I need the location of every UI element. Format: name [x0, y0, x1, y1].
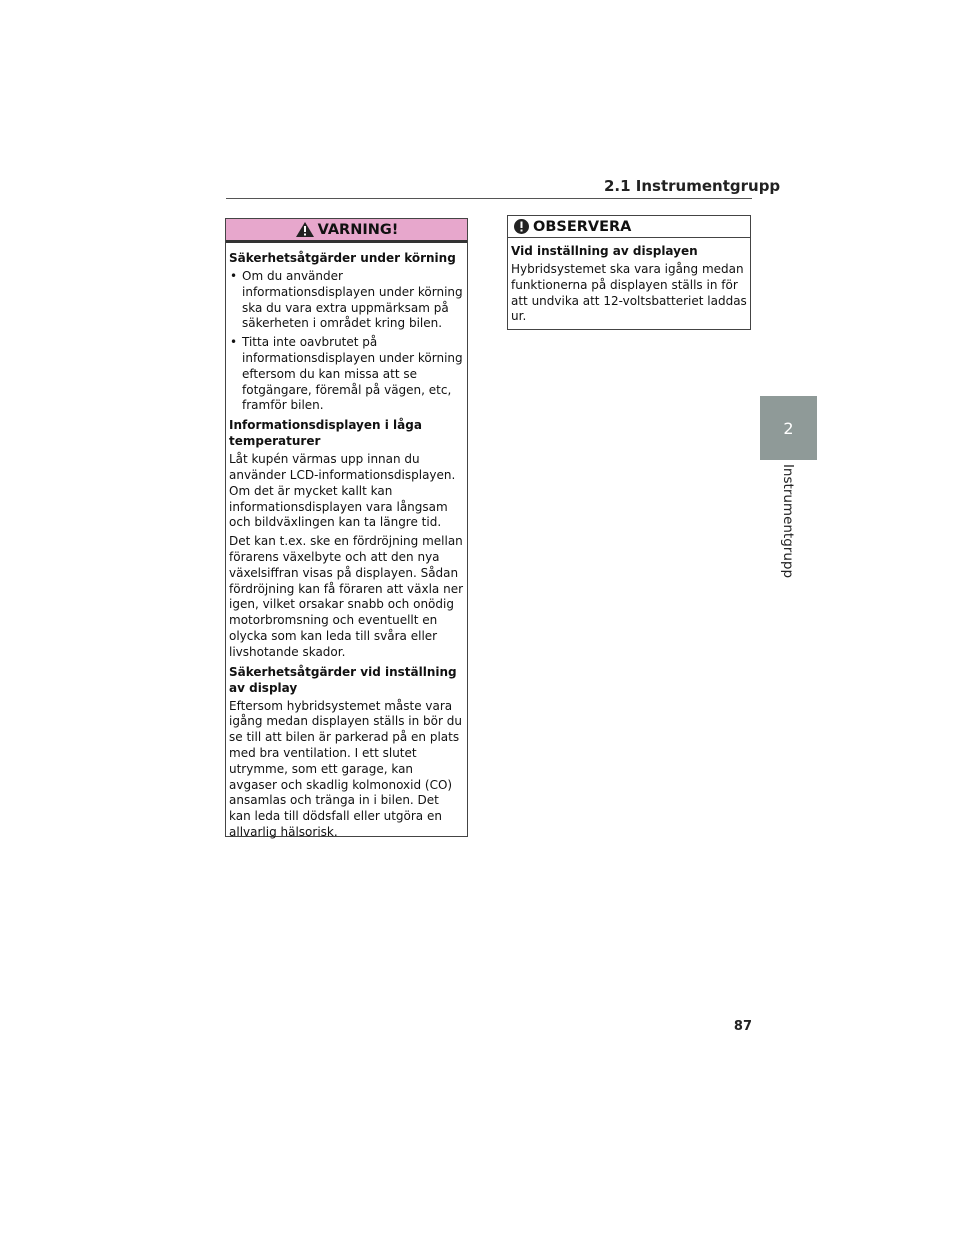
warning-body — [226, 243, 467, 841]
chapter-label: Instrumentgrupp — [780, 463, 796, 579]
header-divider — [226, 198, 752, 199]
page-number: 87 — [733, 1019, 752, 1034]
warning-heading: Informationsdisplayen i låga temperaturer — [229, 418, 422, 449]
page-header-title: 2.1 Instrumentgrupp — [604, 177, 781, 195]
warning-bullet — [229, 335, 464, 414]
warning-box — [225, 218, 468, 837]
warning-paragraph: Eftersom hybridsystemet måste vara igång medan displayen ställs in bör du se till att bilen är parkerad på en plats med bra ventilation. I ett slutet utrymme, som ett garage, kan avgaser och skadlig kolmonoxid (CO) ansamlas och tränga in i bilen. Det kan leda till dödsfall eller utgöra en allvarlig hälsorisk. — [229, 698, 462, 839]
chapter-tab — [760, 396, 817, 460]
notice-box — [507, 215, 751, 330]
notice-body — [508, 238, 750, 325]
warning-title: VARNING! — [317, 221, 399, 238]
caution-circle-icon — [513, 218, 530, 235]
chapter-number: 2 — [783, 418, 794, 438]
warning-paragraph: Låt kupén värmas upp innan du använder LCD-informationsdisplayen. Om det är mycket kallt kan informationsdisplayen vara långsam och bildväxlingen kan ta längre tid. — [229, 452, 456, 530]
warning-header — [226, 219, 467, 243]
warning-triangle-icon — [295, 221, 315, 238]
warning-bullet — [229, 269, 464, 332]
warning-heading: Säkerhetsåtgärder vid inställning av display — [229, 664, 457, 695]
warning-bullet-text: Titta inte oavbrutet på informationsdisplayen under körning eftersom du kan missa att se fotgängare, föremål på vägen, etc, framför bilen. — [242, 335, 463, 413]
warning-heading: Säkerhetsåtgärder under körning — [229, 251, 456, 265]
notice-header — [508, 216, 750, 238]
bullet-dot: • — [230, 335, 238, 350]
warning-paragraph: Det kan t.ex. ske en fördröjning mellan förarens växelbyte och att den nya växelsiffran visas på displayen. Sådan fördröjning kan få föraren att växla ner igen, vilket orsakar snabb och onödig motorbromsning och eventuellt en olycka som kan leda till svåra eller livshotande skador. — [229, 534, 464, 659]
bullet-dot: • — [230, 269, 238, 283]
warning-bullet-text: Om du använder informationsdisplayen under körning ska du vara extra uppmärksam på säkerheten i området kring bilen. — [242, 269, 463, 331]
notice-paragraph: Hybridsystemet ska vara igång medan funktionerna på displayen ställs in för att undvika att 12-voltsbatteriet laddas ur. — [511, 262, 747, 324]
notice-heading: Vid inställning av displayen — [511, 244, 698, 258]
notice-title: OBSERVERA — [533, 218, 632, 235]
